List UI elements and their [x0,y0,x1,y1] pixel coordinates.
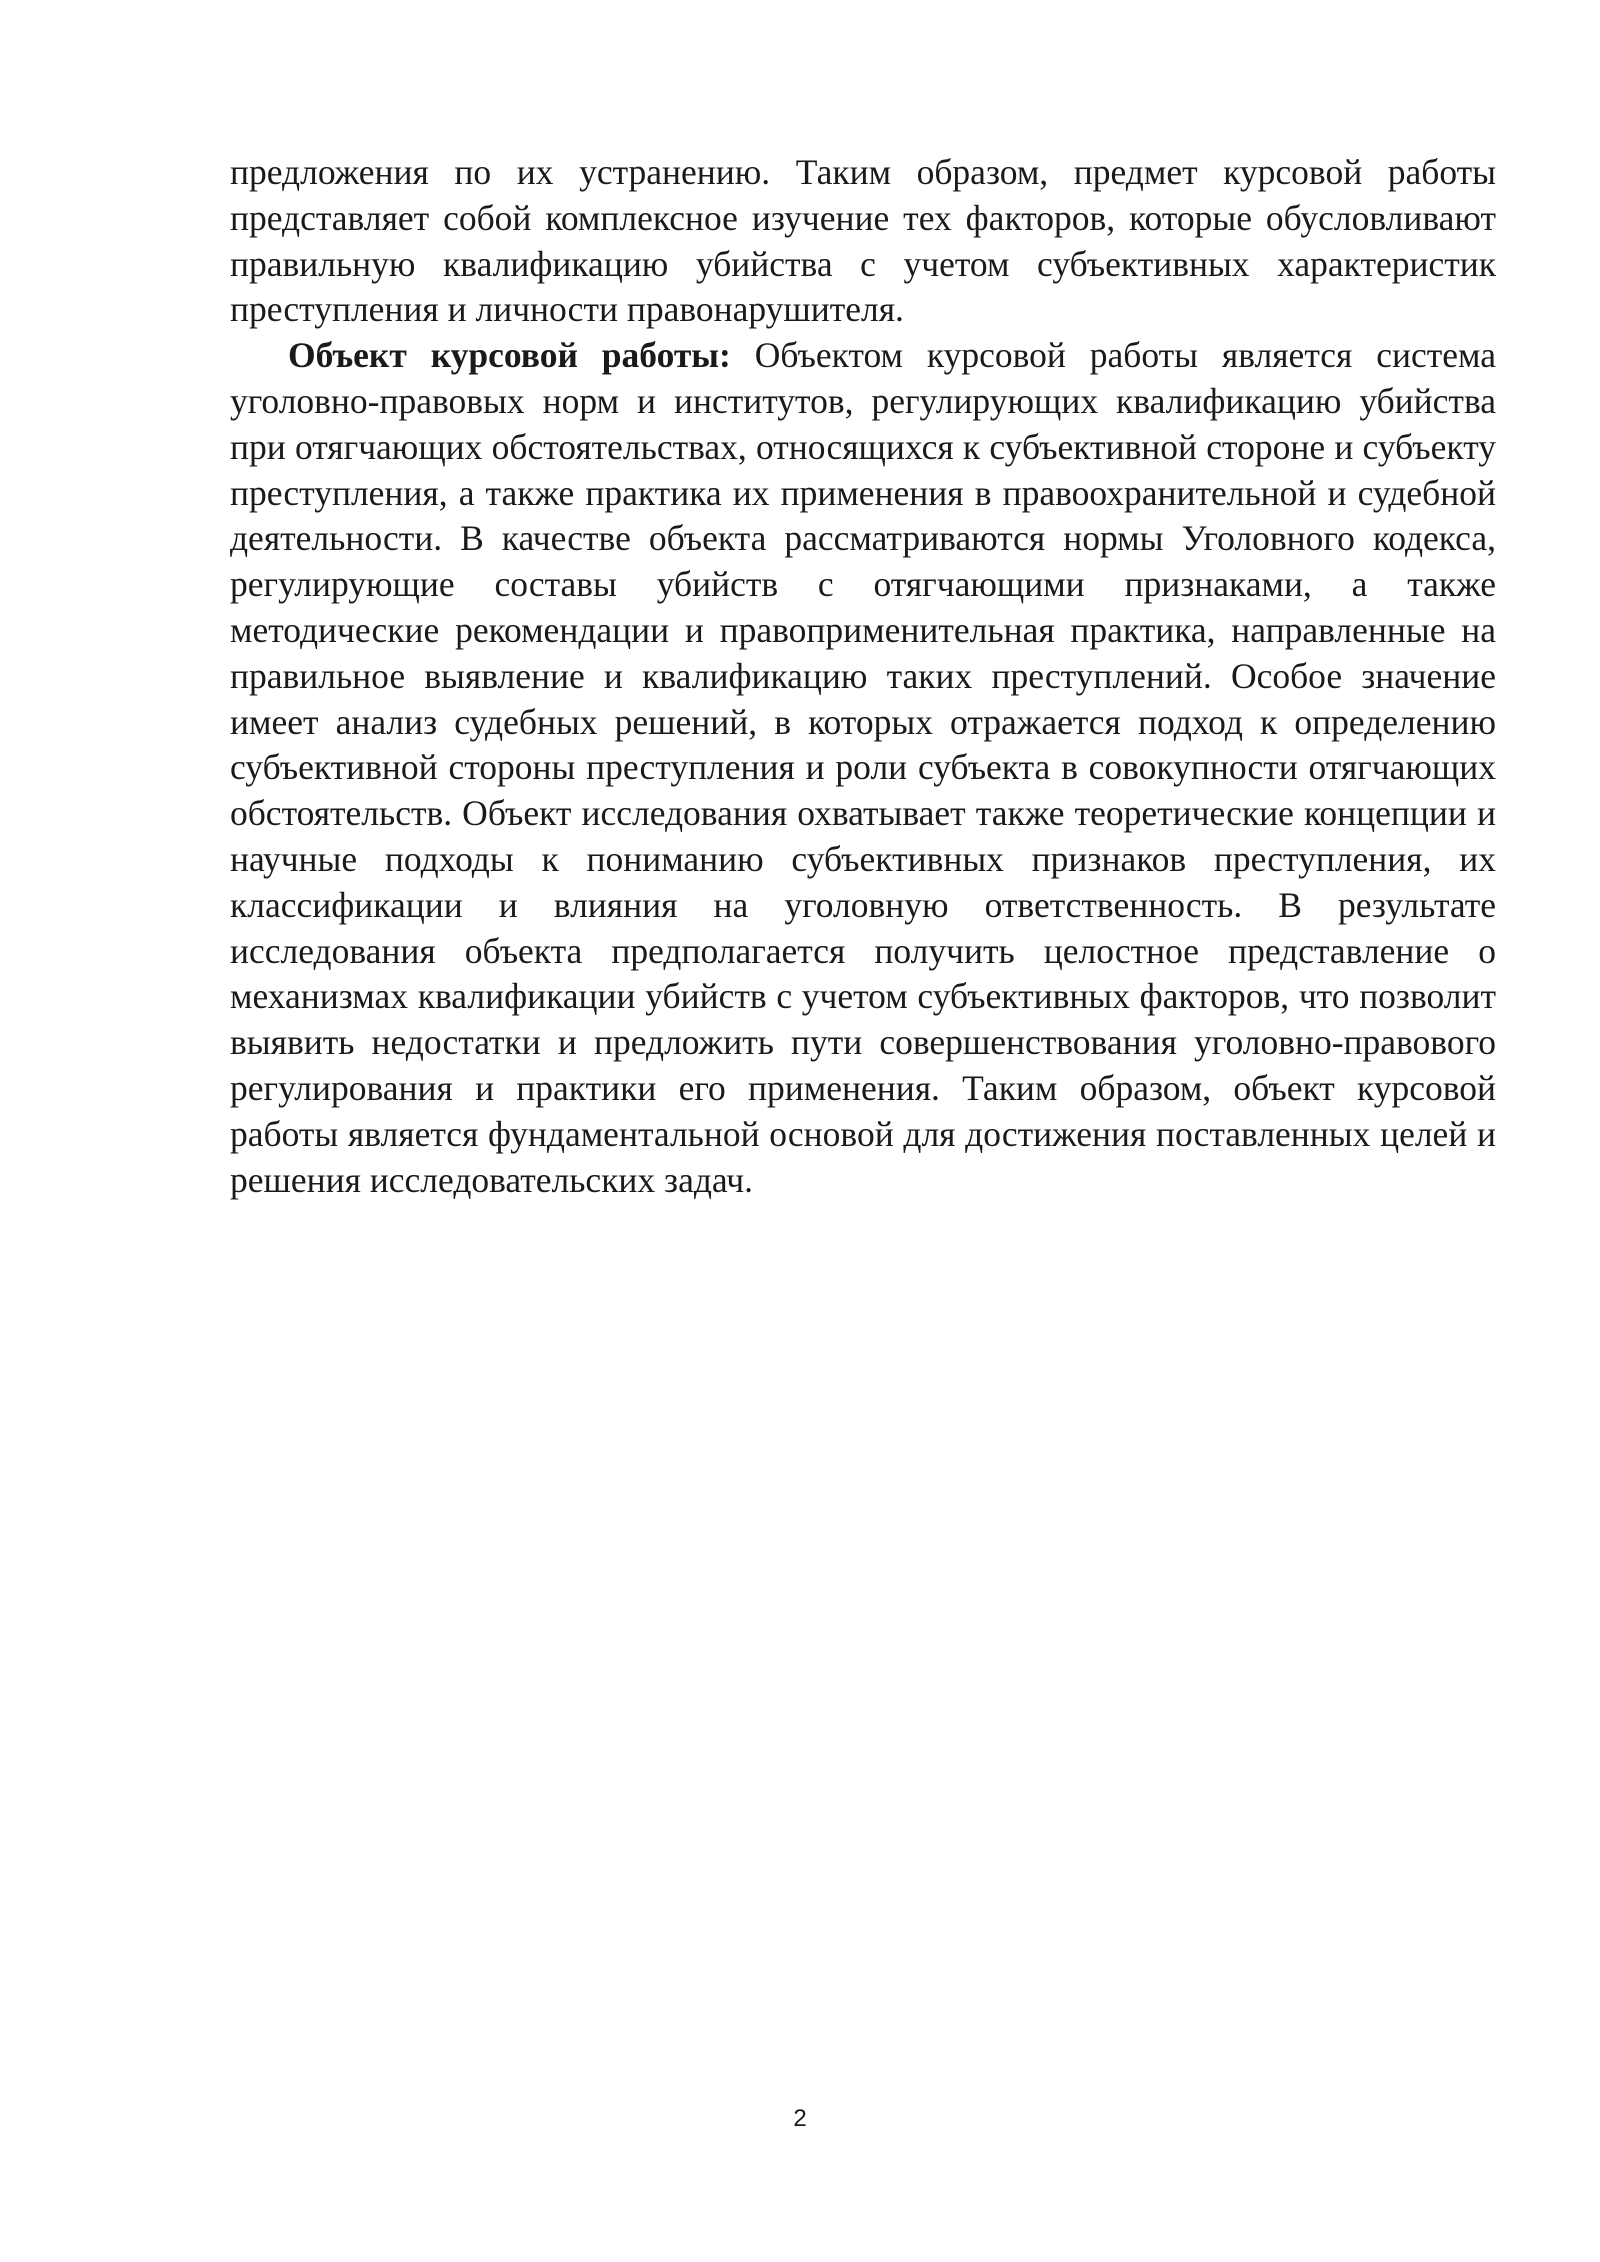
body-text [230,150,1496,1203]
paragraph-lead-heading: Объект курсовой работы: [288,335,731,376]
paragraph-text: предложения по их устранению. Таким образом, предмет курсовой работы представляет собой комплексное изучение тех факторов, которые обусловливают правильную квалификацию убийства с учетом субъективных характеристик преступления и личности правонарушителя. [230,152,1496,330]
page-number: 2 [793,2105,807,2132]
paragraph-subject-conclusion [230,150,1496,333]
paragraph-object [230,333,1496,1203]
paragraph-text: Объектом курсовой работы является система уголовно-правовых норм и институтов, регулирующих квалификацию убийства при отягчающих обстоятельствах, относящихся к субъективной стороне и субъекту преступления, а также практика их применения в правоохранительной и судебной деятельности. В качестве объекта рассматриваются нормы Уголовного кодекса, регулирующие составы убийств с отягчающими признаками, а также методические рекомендации и правоприменительная практика, направленные на правильное выявление и квалификацию таких преступлений. Особое значение имеет анализ судебных решений, в которых отражается подход к определению субъективной стороны преступления и роли субъекта в совокупности отягчающих обстоятельств. Объект исследования охватывает также теоретические концепции и научные подходы к пониманию субъективных признаков преступления, их классификации и влияния на уголовную ответственность. В результате исследования объекта предполагается получить целостное представление о механизмах квалификации убийств с учетом субъективных факторов, что позволит выявить недостатки и предложить пути совершенствования уголовно-правового регулирования и практики его применения. Таким образом, объект курсовой работы является фундаментальной основой для достижения поставленных целей и решения исследовательских задач. [230,335,1496,1200]
